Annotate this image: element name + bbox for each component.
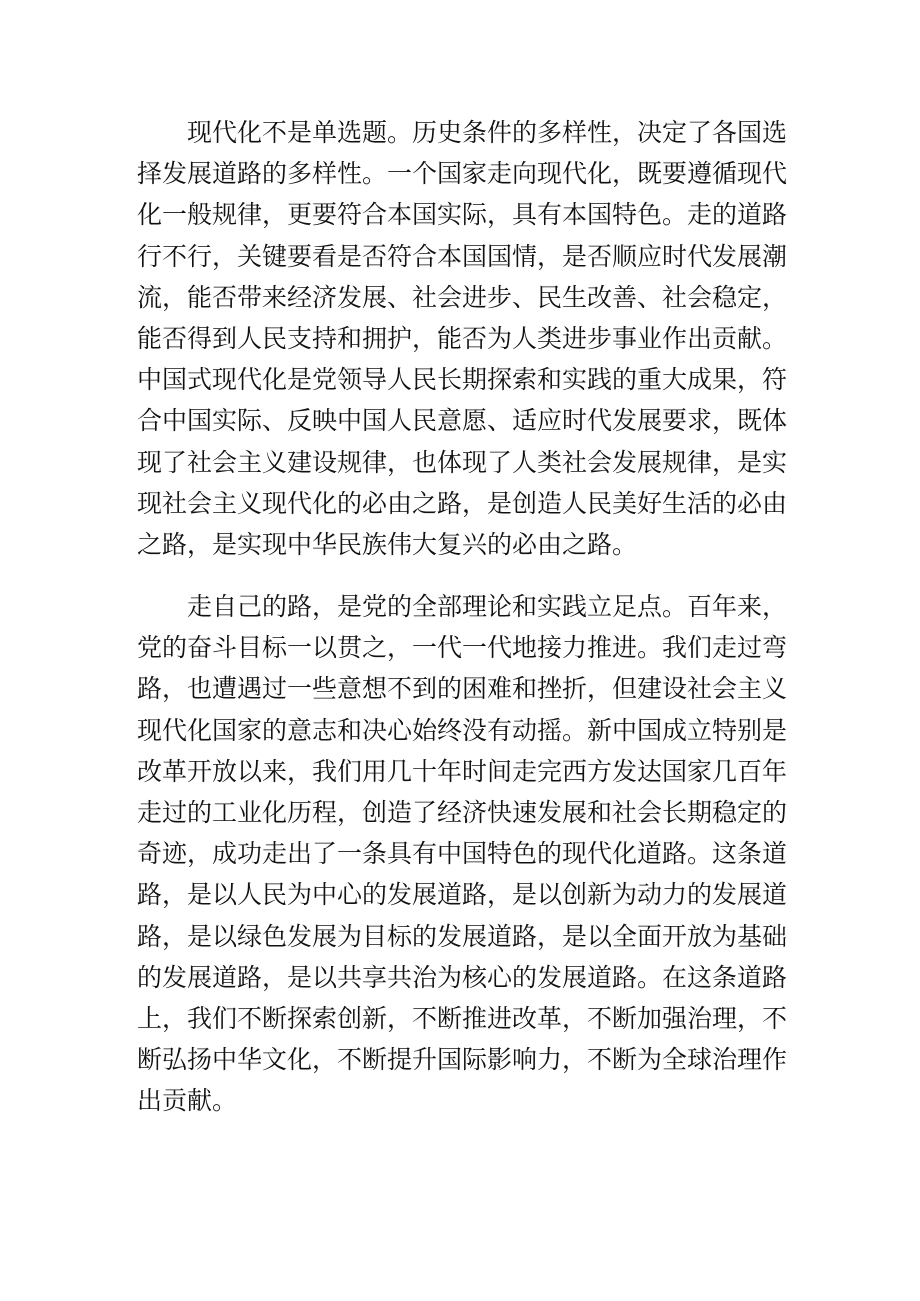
paragraph-own-path: 走自己的路，是党的全部理论和实践立足点。百年来，党的奋斗目标一以贯之，一代一代地接力推进。我们走过弯路，也遭遇过一些意想不到的困难和挫折，但建设社会主义现代化国家的意志和决心始终没有动摇。新中国成立特别是改革开放以来，我们用几十年时间走完西方发达国家几百年走过的工业化历程，创造了经济快速发展和社会长期稳定的奇迹，成功走出了一条具有中国特色的现代化道路。这条道路，是以人民为中心的发展道路，是以创新为动力的发展道路，是以绿色发展为目标的发展道路，是以全面开放为基础的发展道路，是以共享共治为核心的发展道路。在这条道路上，我们不断探索创新，不断推进改革，不断加强治理，不断弘扬中华文化，不断提升国际影响力，不断为全球治理作出贡献。 (137, 592, 788, 1116)
paragraph-modernization: 现代化不是单选题。历史条件的多样性，决定了各国选择发展道路的多样性。一个国家走向现代化，既要遵循现代化一般规律，更要符合本国实际，具有本国特色。走的道路行不行，关键要看是否符合本国国情，是否顺应时代发展潮流，能否带来经济发展、社会进步、民生改善、社会稳定，能否得到人民支持和拥护，能否为人类进步事业作出贡献。中国式现代化是党领导人民长期探索和实践的重大成果，符合中国实际、反映中国人民意愿、适应时代发展要求，既体现了社会主义建设规律，也体现了人类社会发展规律，是实现社会主义现代化的必由之路，是创造人民美好生活的必由之路，是实现中华民族伟大复兴的必由之路。 (137, 118, 788, 560)
